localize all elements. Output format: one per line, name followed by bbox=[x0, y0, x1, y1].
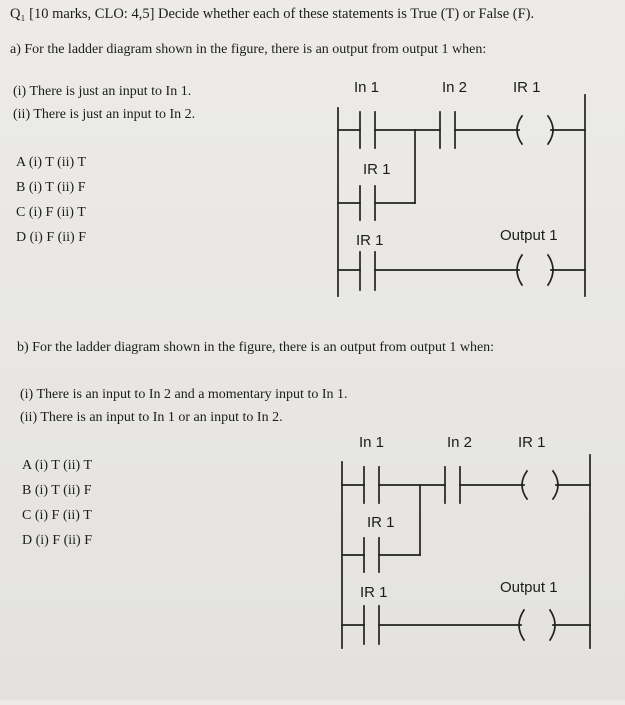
ladder-a-label-output1: Output 1 bbox=[500, 227, 558, 244]
ladder-b-rung-1 bbox=[342, 467, 590, 503]
part-b-option-c: C (i) F (ii) T bbox=[22, 508, 92, 523]
ladder-b-label-ir1-contact: IR 1 bbox=[367, 514, 395, 531]
question-header: Q₁ [10 marks, CLO: 4,5] Decide whether each of these statements is True (T) or False (F). bbox=[10, 6, 535, 22]
part-a-option-c: C (i) F (ii) T bbox=[16, 205, 86, 220]
part-a-statement-2: (ii) There is just an input to In 2. bbox=[13, 107, 196, 122]
part-a-option-d: D (i) F (ii) F bbox=[16, 230, 86, 245]
ladder-a-label-in2: In 2 bbox=[442, 79, 468, 96]
part-b-option-a: A (i) T (ii) T bbox=[22, 458, 92, 473]
part-b-statement-1: (i) There is an input to In 2 and a momentary input to In 1. bbox=[20, 387, 348, 402]
ladder-a-label-in1: In 1 bbox=[354, 79, 380, 96]
part-a-option-a: A (i) T (ii) T bbox=[16, 155, 86, 170]
part-a-option-b: B (i) T (ii) F bbox=[16, 180, 86, 195]
ladder-b-label-in2: In 2 bbox=[447, 434, 473, 451]
ladder-b-label-ir1-coil: IR 1 bbox=[518, 434, 546, 451]
ladder-b-label-ir1-contact-2: IR 1 bbox=[360, 584, 388, 601]
ladder-b-rung-2 bbox=[342, 606, 590, 644]
part-b-option-d: D (i) F (ii) F bbox=[22, 533, 92, 548]
ladder-a-label-ir1-contact-2: IR 1 bbox=[356, 232, 384, 249]
ladder-b-label-output1: Output 1 bbox=[500, 579, 558, 596]
part-b-option-b: B (i) T (ii) F bbox=[22, 483, 92, 498]
ladder-a-label-ir1-contact: IR 1 bbox=[363, 161, 391, 178]
part-b-prompt: b) For the ladder diagram shown in the figure, there is an output from output 1 when: bbox=[17, 340, 495, 355]
ladder-a-label-ir1-coil: IR 1 bbox=[513, 79, 541, 96]
ladder-b-label-in1: In 1 bbox=[359, 434, 385, 451]
part-b-statement-2: (ii) There is an input to In 1 or an input to In 2. bbox=[20, 410, 283, 425]
part-a-statement-1: (i) There is just an input to In 1. bbox=[13, 84, 192, 99]
part-a-prompt: a) For the ladder diagram shown in the figure, there is an output from output 1 when: bbox=[10, 42, 487, 57]
